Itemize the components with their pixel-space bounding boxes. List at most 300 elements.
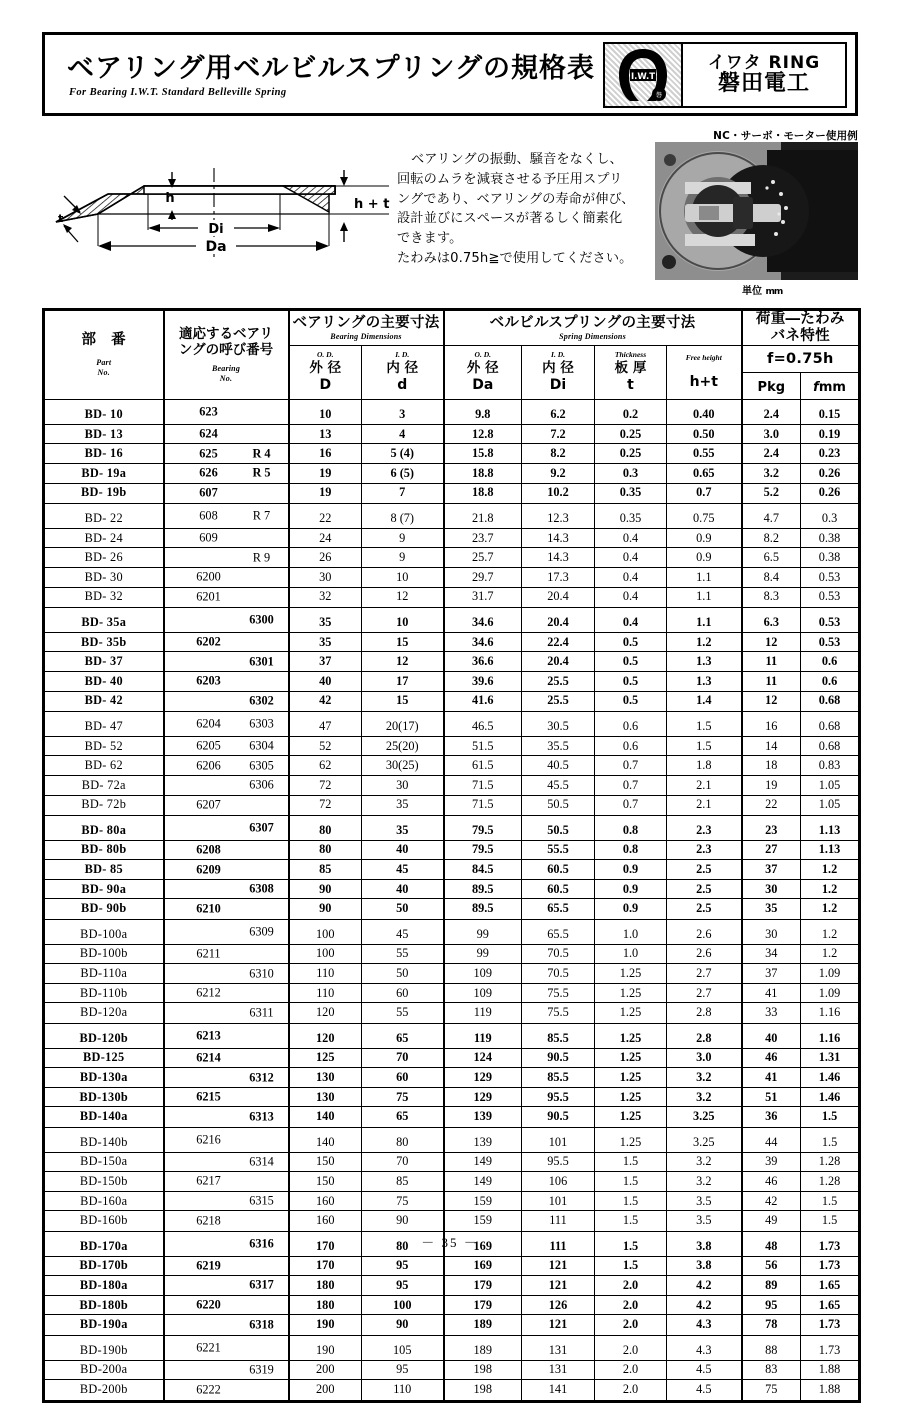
cell-bearing-od: 160 [289,1191,362,1211]
table-row [44,1211,860,1232]
cell-spring-id: 14.3 [522,528,595,548]
cell-deflection-f: 1.88 [801,1380,860,1402]
cell-bearing-id: 50 [362,899,444,920]
header-thickness-en: Thickness [614,350,647,360]
header-free-height-sym: h+t [689,374,718,391]
cell-load-p: 83 [742,1360,801,1380]
cell-spring-od: 159 [444,1211,522,1232]
cell-bearing-no-1: 6212 [196,985,221,1000]
cell-deflection-f: 0.23 [801,444,860,464]
cell-part-no: BD- 72a [44,775,164,795]
cell-part-no: BD- 10 [44,400,164,425]
cell-thickness: 2.0 [595,1360,667,1380]
cell-bearing-no [164,1315,289,1336]
cell-spring-id: 111 [522,1231,595,1256]
cell-bearing-no-1: 6207 [196,797,221,812]
cell-bearing-no [164,1087,289,1107]
cell-spring-id: 60.5 [522,879,595,899]
cell-free-height: 3.25 [667,1128,742,1153]
cell-free-height: 1.3 [667,652,742,672]
cell-spring-od: 29.7 [444,567,522,587]
cell-spring-id: 50.5 [522,816,595,841]
cell-load-p: 6.5 [742,548,801,568]
cell-bearing-id: 55 [362,944,444,964]
cell-thickness: 0.6 [595,736,667,756]
cell-bearing-no [164,567,289,587]
cell-bearing-no [164,775,289,795]
header-bearing-no [164,310,289,400]
cell-part-no: BD-100a [44,920,164,945]
cell-spring-id: 85.5 [522,1068,595,1088]
cell-free-height: 3.2 [667,1172,742,1192]
cell-deflection-f: 0.53 [801,587,860,608]
table-row [44,1152,860,1172]
cell-spring-id: 70.5 [522,944,595,964]
header-f-symbol: f [813,380,819,396]
header-part-no [44,310,164,400]
cell-part-no: BD-110b [44,983,164,1003]
cell-thickness: 0.3 [595,464,667,484]
cell-spring-id: 14.3 [522,548,595,568]
cell-free-height: 2.5 [667,860,742,880]
cell-spring-od: 51.5 [444,736,522,756]
unit-note [742,282,782,297]
cell-spring-id: 30.5 [522,712,595,737]
header-bearing-id-jp: 内 径 [386,360,419,377]
cell-part-no: BD- 35b [44,632,164,652]
cell-spring-id: 141 [522,1380,595,1402]
cell-bearing-no [164,899,289,920]
cell-bearing-no [164,756,289,776]
desc-line-3: ングであり、ベアリングの寿命が伸び、 [397,191,635,207]
cell-spring-od: 119 [444,1024,522,1049]
cell-bearing-id: 12 [362,587,444,608]
cell-bearing-no [164,1068,289,1088]
cell-load-p: 46 [742,1172,801,1192]
cell-deflection-f: 1.2 [801,944,860,964]
cell-bearing-no-1: 6204 [196,716,221,731]
cell-bearing-id: 15 [362,691,444,712]
cell-free-height: 0.75 [667,504,742,529]
cell-thickness: 1.0 [595,944,667,964]
cell-load-p: 12 [742,632,801,652]
cell-thickness: 2.0 [595,1276,667,1296]
cell-bearing-no [164,1276,289,1296]
cell-bearing-id: 55 [362,1003,444,1024]
cell-bearing-no-2: 6302 [249,693,274,708]
cell-bearing-id: 50 [362,964,444,984]
cell-free-height: 2.3 [667,840,742,860]
cell-bearing-od: 160 [289,1211,362,1232]
cell-bearing-no-1: 6222 [196,1382,221,1397]
cell-part-no: BD-120b [44,1024,164,1049]
cell-bearing-id: 40 [362,879,444,899]
cell-deflection-f: 1.05 [801,795,860,816]
cell-bearing-id: 6 (5) [362,464,444,484]
cell-bearing-no [164,879,289,899]
cell-thickness: 1.25 [595,1024,667,1049]
cell-thickness: 0.4 [595,608,667,633]
cell-bearing-no-2: 6300 [249,612,274,627]
cell-bearing-od: 35 [289,608,362,633]
cell-bearing-no [164,671,289,691]
table-row [44,400,860,425]
cell-thickness: 1.5 [595,1172,667,1192]
cell-spring-id: 101 [522,1191,595,1211]
cell-part-no: BD-170b [44,1256,164,1276]
header-spring-od-sym: Da [472,377,494,394]
table-row [44,860,860,880]
cell-spring-id: 17.3 [522,567,595,587]
header-f-formula [742,346,860,373]
cell-bearing-id: 10 [362,567,444,587]
cell-part-no: BD- 32 [44,587,164,608]
cell-thickness: 1.25 [595,1048,667,1068]
cell-spring-id: 121 [522,1256,595,1276]
header-bearing-id-sym: d [397,377,408,394]
cell-spring-od: 179 [444,1276,522,1296]
cell-deflection-f: 1.2 [801,920,860,945]
cell-spring-id: 60.5 [522,860,595,880]
cell-bearing-no [164,795,289,816]
cell-bearing-id: 90 [362,1315,444,1336]
cell-spring-id: 10.2 [522,483,595,504]
cell-spring-id: 90.5 [522,1048,595,1068]
cell-thickness: 1.5 [595,1191,667,1211]
cell-spring-od: 46.5 [444,712,522,737]
cell-bearing-id: 90 [362,1211,444,1232]
cell-spring-od: 25.7 [444,548,522,568]
cell-bearing-no-2: 6313 [249,1109,274,1124]
cell-bearing-no [164,400,289,425]
cell-thickness: 0.4 [595,548,667,568]
header-group-bearing-dimensions [289,310,444,346]
cell-free-height: 1.1 [667,608,742,633]
table-row [44,567,860,587]
cell-thickness: 2.0 [595,1315,667,1336]
cell-free-height: 4.2 [667,1276,742,1296]
table-row [44,736,860,756]
cell-load-p: 35 [742,899,801,920]
cell-free-height: 1.1 [667,567,742,587]
photo-caption: NC・サーボ・モーター使用例 [713,130,858,142]
cell-load-p: 12 [742,691,801,712]
table-row [44,1024,860,1049]
cell-bearing-od: 32 [289,587,362,608]
cell-bearing-no-1: 6208 [196,842,221,857]
cell-spring-id: 7.2 [522,424,595,444]
cell-load-p: 34 [742,944,801,964]
cell-part-no: BD- 47 [44,712,164,737]
cell-bearing-no [164,983,289,1003]
cell-bearing-no-2: 6317 [249,1277,274,1292]
cell-thickness: 1.25 [595,964,667,984]
cell-load-p: 37 [742,964,801,984]
cell-bearing-no [164,1107,289,1128]
cell-bearing-od: 140 [289,1128,362,1153]
desc-line-4: 設計並びにスペースが著るしく簡素化 [397,211,623,227]
cell-deflection-f: 0.68 [801,691,860,712]
cell-free-height: 1.4 [667,691,742,712]
cell-free-height: 3.0 [667,1048,742,1068]
cell-bearing-no [164,1172,289,1192]
cell-thickness: 0.5 [595,691,667,712]
header-bearing-od-en: O. D. [317,350,334,360]
cell-spring-od: 34.6 [444,608,522,633]
cell-bearing-no [164,860,289,880]
header-group-bearing-jp: ベアリングの主要寸法 [292,314,440,331]
cell-bearing-id: 30 [362,775,444,795]
table-row [44,444,860,464]
cell-thickness: 1.25 [595,1068,667,1088]
cell-part-no: BD- 19b [44,483,164,504]
header-f-mm [801,373,860,400]
cell-bearing-no-1: 6218 [196,1213,221,1228]
cell-bearing-no-2: R 7 [252,508,271,523]
header-group-spring-jp: ベルビルスプリングの主要寸法 [489,314,696,331]
cell-load-p: 11 [742,652,801,672]
cell-free-height: 3.2 [667,1152,742,1172]
cell-spring-id: 101 [522,1128,595,1153]
header-part-en: Part No. [96,358,112,378]
cell-load-p: 37 [742,860,801,880]
cell-bearing-no [164,424,289,444]
table-row [44,795,860,816]
cell-bearing-id: 85 [362,1172,444,1192]
cell-free-height: 4.2 [667,1295,742,1315]
cell-bearing-od: 40 [289,671,362,691]
cell-bearing-no [164,1191,289,1211]
cell-bearing-od: 150 [289,1152,362,1172]
cell-bearing-od: 140 [289,1107,362,1128]
cell-part-no: BD- 52 [44,736,164,756]
cell-bearing-od: 130 [289,1087,362,1107]
cell-spring-od: 36.6 [444,652,522,672]
cell-deflection-f: 1.73 [801,1315,860,1336]
cell-part-no: BD-150b [44,1172,164,1192]
table-row [44,899,860,920]
cell-spring-id: 95.5 [522,1087,595,1107]
cell-deflection-f: 0.53 [801,608,860,633]
cell-bearing-id: 75 [362,1087,444,1107]
cell-thickness: 0.2 [595,400,667,425]
cell-bearing-no-2: 6319 [249,1362,274,1377]
cell-bearing-id: 30(25) [362,756,444,776]
cell-bearing-od: 16 [289,444,362,464]
cell-part-no: BD- 40 [44,671,164,691]
table-row [44,528,860,548]
cell-deflection-f: 1.16 [801,1024,860,1049]
header-thickness-jp: 板 厚 [614,360,647,377]
cell-part-no: BD-170a [44,1231,164,1256]
table-row [44,483,860,504]
title-banner [42,32,858,116]
cell-part-no: BD- 13 [44,424,164,444]
cell-load-p: 23 [742,816,801,841]
cell-part-no: BD- 62 [44,756,164,776]
cell-spring-od: 41.6 [444,691,522,712]
cell-bearing-od: 72 [289,775,362,795]
cell-deflection-f: 1.46 [801,1087,860,1107]
header-bearing-en: Bearing No. [211,364,241,384]
table-row [44,1107,860,1128]
table-row [44,587,860,608]
cell-deflection-f: 1.5 [801,1128,860,1153]
table-row [44,756,860,776]
cell-bearing-no [164,1152,289,1172]
cell-bearing-od: 52 [289,736,362,756]
cell-deflection-f: 1.2 [801,879,860,899]
cell-spring-od: 124 [444,1048,522,1068]
cell-bearing-no [164,483,289,504]
cell-thickness: 0.8 [595,816,667,841]
cell-bearing-od: 26 [289,548,362,568]
table-row [44,464,860,484]
cell-thickness: 1.0 [595,920,667,945]
header-bearing-jp-2: ングの呼び番号 [178,342,274,359]
cell-thickness: 0.5 [595,671,667,691]
cell-free-height: 3.5 [667,1211,742,1232]
cell-thickness: 0.9 [595,860,667,880]
cell-bearing-od: 19 [289,483,362,504]
cell-thickness: 2.0 [595,1295,667,1315]
cell-bearing-od: 22 [289,504,362,529]
cell-load-p: 22 [742,795,801,816]
cell-part-no: BD-200a [44,1360,164,1380]
cell-bearing-no-1: 6200 [196,569,221,584]
cell-thickness: 0.25 [595,444,667,464]
cell-deflection-f: 1.05 [801,775,860,795]
cell-thickness: 1.25 [595,983,667,1003]
cell-bearing-id: 60 [362,1068,444,1088]
table-row [44,1315,860,1336]
cell-bearing-no-1: 6217 [196,1173,221,1188]
cell-load-p: 19 [742,775,801,795]
table-row [44,1276,860,1296]
cell-thickness: 0.8 [595,840,667,860]
desc-line-5: できます。 [397,231,463,247]
cell-spring-id: 106 [522,1172,595,1192]
cell-bearing-od: 72 [289,795,362,816]
cell-spring-id: 65.5 [522,920,595,945]
cell-bearing-no-1: 6220 [196,1297,221,1312]
cell-thickness: 0.6 [595,712,667,737]
cell-free-height: 1.5 [667,736,742,756]
header-bearing-od-sym: D [319,377,332,394]
header-bearing-od [289,346,362,400]
cell-spring-od: 129 [444,1087,522,1107]
cell-bearing-od: 120 [289,1003,362,1024]
header-p-symbol: P [757,380,768,396]
table-row [44,1295,860,1315]
cell-spring-od: 79.5 [444,840,522,860]
cell-spring-id: 25.5 [522,691,595,712]
cell-bearing-no-2: 6301 [249,654,274,669]
cell-part-no: BD-190b [44,1335,164,1360]
cell-bearing-id: 60 [362,983,444,1003]
cell-bearing-od: 47 [289,712,362,737]
table-row [44,1068,860,1088]
cell-thickness: 1.5 [595,1211,667,1232]
header-group-load-jp-1: 荷重―たわみ [755,311,845,327]
table-row [44,504,860,529]
cell-spring-id: 75.5 [522,983,595,1003]
cell-bearing-od: 180 [289,1276,362,1296]
cell-bearing-id: 80 [362,1231,444,1256]
cell-bearing-od: 90 [289,879,362,899]
cell-free-height: 2.1 [667,775,742,795]
cell-spring-od: 99 [444,944,522,964]
cell-deflection-f: 1.16 [801,1003,860,1024]
cell-bearing-od: 85 [289,860,362,880]
cell-load-p: 49 [742,1211,801,1232]
cell-thickness: 0.7 [595,795,667,816]
page-title: ベアリング用ベルビルスプリングの規格表 [67,53,595,84]
cell-load-p: 8.2 [742,528,801,548]
cell-bearing-od: 190 [289,1335,362,1360]
cell-load-p: 30 [742,920,801,945]
cell-deflection-f: 1.09 [801,983,860,1003]
cell-thickness: 2.0 [595,1335,667,1360]
cell-thickness: 0.7 [595,756,667,776]
cell-load-p: 40 [742,1024,801,1049]
cell-thickness: 0.7 [595,775,667,795]
cell-thickness: 0.9 [595,899,667,920]
cell-spring-od: 18.8 [444,483,522,504]
cell-bearing-no [164,504,289,529]
cell-part-no: BD-130b [44,1087,164,1107]
cell-bearing-no-2: 6312 [249,1070,274,1085]
cell-part-no: BD-160a [44,1191,164,1211]
table-row [44,1256,860,1276]
cell-bearing-no [164,1128,289,1153]
cell-thickness: 0.5 [595,632,667,652]
cell-spring-od: 189 [444,1335,522,1360]
cell-part-no: BD- 85 [44,860,164,880]
cell-free-height: 3.2 [667,1068,742,1088]
cell-bearing-id: 17 [362,671,444,691]
header-f-formula-text: f=0.75h [766,351,834,368]
cell-spring-id: 70.5 [522,964,595,984]
cell-part-no: BD-200b [44,1380,164,1402]
unit-value: mm [765,287,783,297]
cell-free-height: 4.5 [667,1360,742,1380]
desc-line-1: ベアリングの振動、騒音をなくし、 [411,152,623,167]
cell-bearing-no-1: 6214 [196,1050,221,1065]
cell-thickness: 0.4 [595,587,667,608]
cell-deflection-f: 1.73 [801,1335,860,1360]
cell-bearing-no [164,816,289,841]
cell-bearing-no [164,944,289,964]
cell-thickness: 1.25 [595,1128,667,1153]
cell-deflection-f: 1.73 [801,1231,860,1256]
header-group-spring-en: Spring Dimensions [559,331,626,341]
cell-deflection-f: 1.65 [801,1276,860,1296]
cell-bearing-no-1: 6203 [196,673,221,688]
cell-spring-od: 139 [444,1107,522,1128]
cell-bearing-od: 42 [289,691,362,712]
table-row [44,816,860,841]
cell-load-p: 2.4 [742,400,801,425]
cell-load-p: 4.7 [742,504,801,529]
cell-part-no: BD-110a [44,964,164,984]
cell-spring-od: 61.5 [444,756,522,776]
cell-deflection-f: 0.15 [801,400,860,425]
cell-load-p: 78 [742,1315,801,1336]
cell-spring-id: 75.5 [522,1003,595,1024]
cell-bearing-no [164,840,289,860]
cell-deflection-f: 1.28 [801,1152,860,1172]
